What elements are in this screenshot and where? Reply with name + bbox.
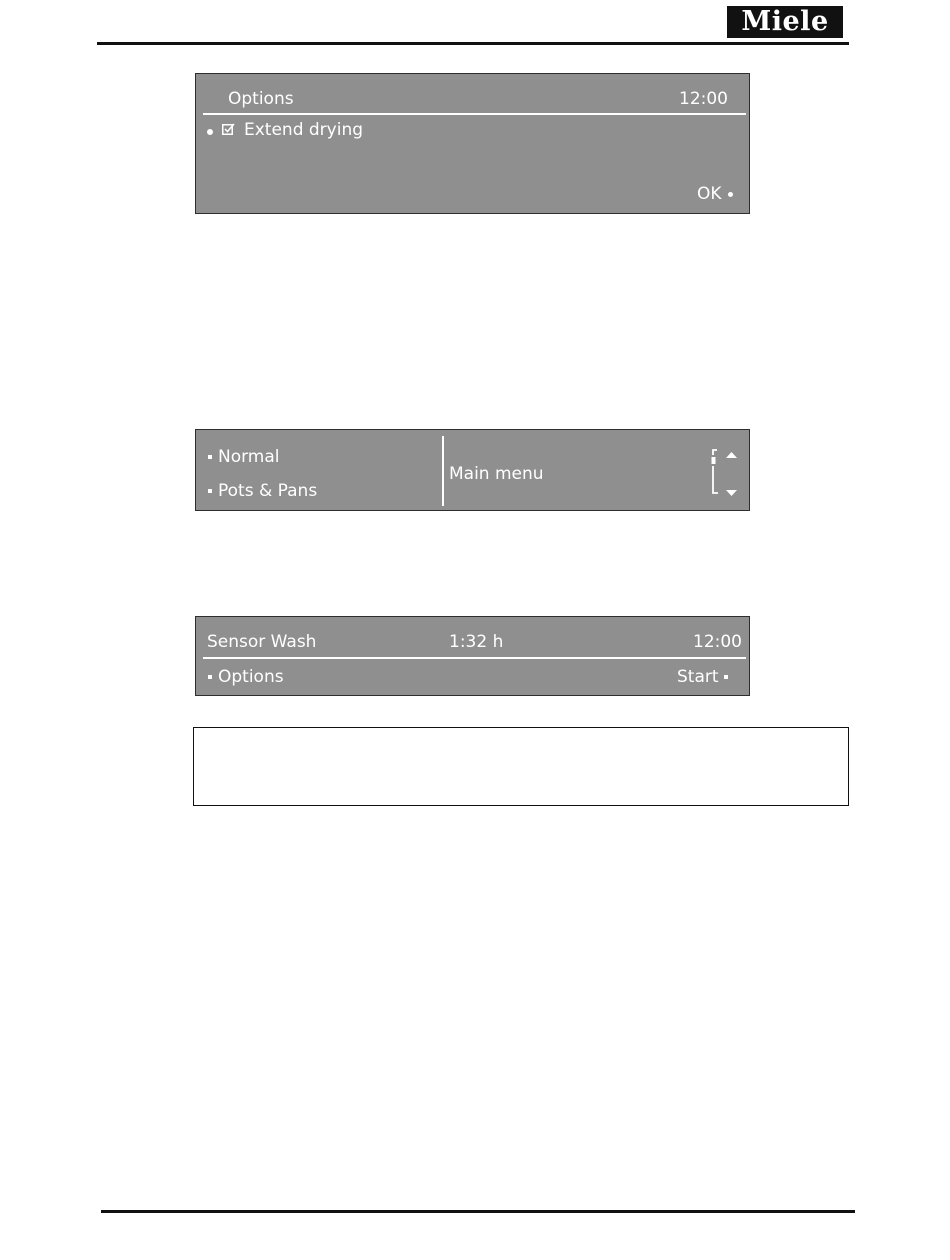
program-display — [195, 616, 750, 696]
program-duration: 1:32 h — [449, 632, 504, 652]
scroll-up-down-icon[interactable] — [710, 446, 742, 498]
start-button[interactable] — [677, 667, 728, 687]
program-divider — [203, 657, 746, 659]
menu-item-pots-pans[interactable] — [208, 481, 317, 501]
miele-logo: Miele — [727, 6, 843, 38]
main-menu-display — [195, 429, 750, 511]
bullet-icon — [724, 675, 728, 679]
program-time: 12:00 — [693, 632, 742, 652]
menu-item-normal[interactable] — [208, 447, 280, 467]
selection-cursor-icon — [207, 129, 213, 135]
checkbox-checked-icon[interactable] — [222, 123, 235, 135]
title-divider — [203, 113, 746, 115]
bullet-icon — [208, 489, 212, 493]
menu-item-label: Pots & Pans — [218, 481, 318, 501]
menu-divider — [442, 436, 444, 506]
bullet-icon — [208, 455, 212, 459]
start-label: Start — [677, 667, 719, 687]
display-title: Options — [228, 89, 294, 109]
options-button[interactable] — [208, 667, 284, 687]
header-rule — [97, 42, 849, 45]
main-menu-label: Main menu — [449, 464, 544, 484]
options-label: Options — [218, 667, 284, 687]
note-box — [193, 727, 849, 806]
bullet-icon — [208, 675, 212, 679]
menu-item-label: Normal — [218, 447, 280, 467]
ok-button[interactable] — [697, 184, 733, 204]
display-time: 12:00 — [679, 89, 728, 109]
option-extend-drying[interactable]: Extend drying — [244, 120, 364, 140]
options-display — [195, 73, 750, 214]
ok-label: OK — [697, 184, 722, 204]
program-name: Sensor Wash — [207, 632, 317, 652]
ok-dot-icon — [728, 192, 733, 197]
footer-rule — [101, 1210, 855, 1213]
